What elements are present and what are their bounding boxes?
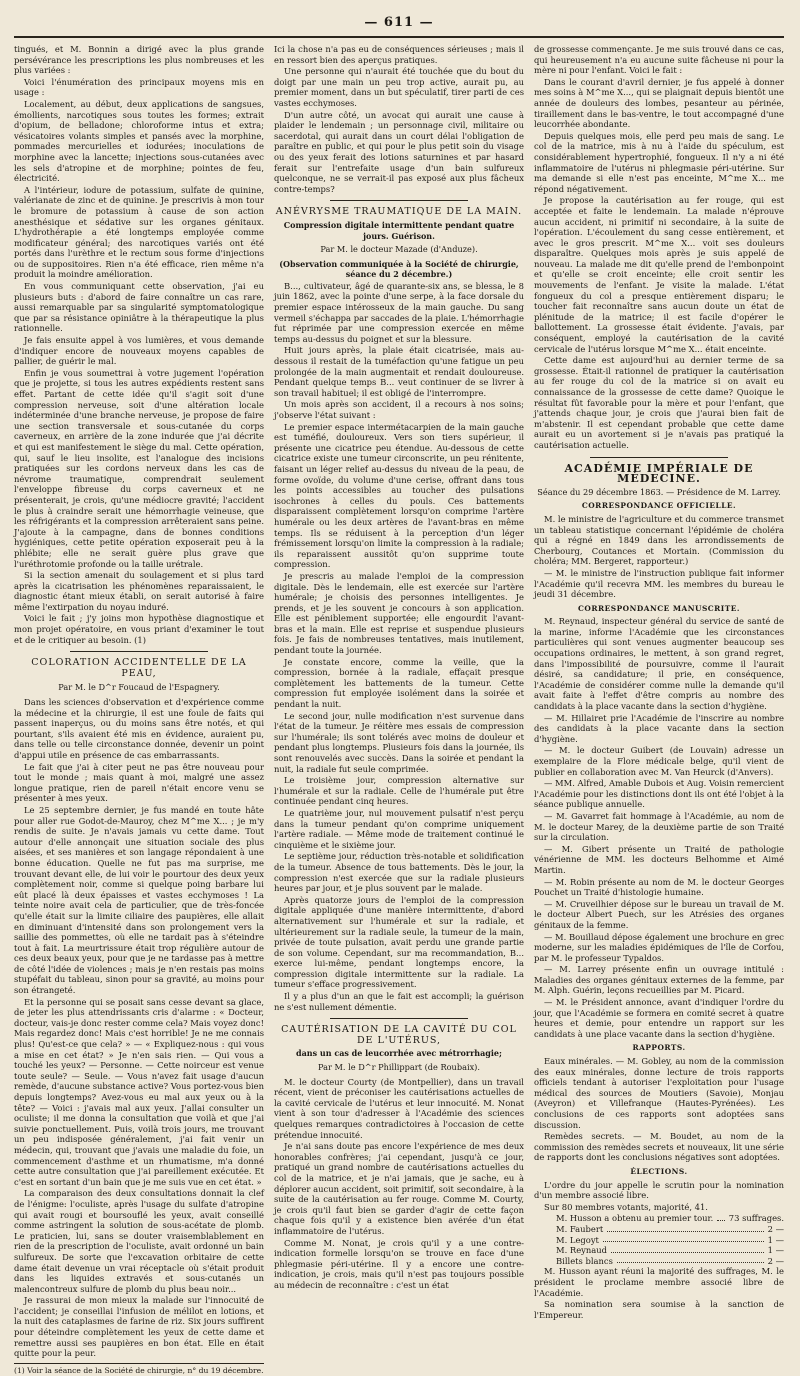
vote-row [534, 1245, 784, 1256]
paragraph: Le 25 septembre dernier, je fus mandé en toute hâte pour aller rue Godot-de-Mauroy, chez M^me X... ; je m'y rendis de suite. Je n'avais jamais vu cette dame. Tout autour d'elle annonçait une situation sociale des plus aisées, et ses manières et son langage répondaient à une bonne éducation. Quelle ne fut pas ma surprise, me trouvant devant elle, de lui voir le pourtour des deux yeux complètement noir, comme si quelque poing barbare lui eût placé là deux épaisses et vastes ecchymoses ! La teinte noire avait cela de particulier, que de très-foncée qu'elle était sur la limite ciliaire des paupières, elle allait en diminuant d'intensité dans son prolongement vers la saillie des pommettes, où elle ne tardait pas à s'éteindre tout à fait. La meurtrissure était trop régulière autour de ces deux beaux yeux, pour que je ne tardasse pas à mettre de côté l'idée de violences ; mais je n'en restais pas moins stupéfait du tableau, sinon pour sa gravité, au moins pour son étrangeté. [14, 804, 264, 996]
article-title: CAUTÉRISATION DE LA CAVITÉ DU COL DE L'UTÉRUS, [281, 1024, 517, 1046]
column-3 [534, 44, 784, 1320]
paragraph: — M. Bouillaud dépose également une brochure en grec moderne, sur les maladies épidémiques de l'île de Corfou, par M. le professeur Typaldos. [534, 931, 784, 963]
paragraph: Je fais ensuite appel à vos lumières, et vous demande d'indiquer encore de nouveaux moyens capables de pallier, de guérir le mal. [14, 335, 264, 367]
paragraph: Après quatorze jours de l'emploi de la compression digitale appliquée d'une manière intermittente, d'abord alternativement sur l'humérale et sur la radiale, et ultérieurement sur la radiale seule, la tumeur de la main, privée de toute pulsation, avait perdu une grande partie de son volume. Cependant, sur ma recommandation, B... exerce lui-même, pendant longtemps encore, la compression digitale intermittente sur la radiale. La tumeur s'efface progressivement. [274, 894, 524, 990]
paragraph: Je n'ai sans doute pas encore l'expérience de mes deux honorables confrères; j'ai cependant, jusqu'à ce jour, pratiqué un grand nombre de cautérisations actuelles du col de la matrice, et je n'ai jamais, que je sache, eu à déplorer aucun accident, soit primitif, soit secondaire, à la suite de la cautérisation au fer rouge. Comme M. Courty, je crois qu'il faut bien se garder d'agir de cette façon chaque fois qu'il y a existence bien avérée d'un état inflammatoire de l'utérus. [274, 1141, 524, 1236]
vote-row [534, 1224, 784, 1235]
paragraph: Le septième jour, réduction très-notable et solidification de la tumeur. Absence de tous battements. Dès le jour, la compression n'est exercée que sur la radiale plusieurs heures par jour, et je plus souvent par le malade. [274, 851, 524, 894]
section-heading-manuscript: CORRESPONDANCE MANUSCRITE. [578, 603, 740, 613]
paragraph: Voici le fait ; j'y joins mon hypothèse diagnostique et mon projet opératoire, en vous priant d'examiner le tout et de le critiquer au besoin. (1) [14, 613, 264, 645]
vote-count: 1 — [767, 1245, 784, 1256]
leader-dots [717, 1213, 724, 1221]
paragraph: Il y a plus d'un an que le fait est accompli; la guérison ne s'est nullement démentie. [274, 991, 524, 1012]
paragraph: Je prescris au malade l'emploi de la compression digitale. Dès le lendemain, elle est exercée sur l'artère humérale; je choisis des personnes intelligentes. Je prends, et je les souvent je concours à son application. Elle est péniblement supportée; elle engourdit l'avant-bras et la main. Elle est reprise et suspendue plusieurs fois. Je fais de nombreuses tentatives, mais inutilement, pendant toute la journée. [274, 570, 524, 656]
vote-count: 2 — [767, 1255, 784, 1266]
leader-dots [611, 1245, 764, 1253]
paragraph: Comme M. Nonat, je crois qu'il y a une contre-indication formelle lorsqu'on se trouve en face d'une phlegmasie péri-utérine. Il y a encore une contre-indication, je crois, mais qu'il n'est pas toujours possible au médecin de reconnaître : c'est un état [274, 1237, 524, 1290]
paragraph: Si la section amenait du soulagement et si plus tard après la cicatrisation les phénomènes reparaissaient, le diagnostic étant mieux établi, on serait autorisé à faire même l'extirpation du noyau induré. [14, 570, 264, 612]
vote-name: M. Legoyt [556, 1234, 599, 1245]
paragraph: Huit jours après, la plaie était cicatrisée, mais au-dessous il restait de la tuméfaction qu'une fatigue un peu prolongée de la main augmentait et rendait douloureuse. Pendant quelque temps B... veut continuer de se livrer à son travail habituel; il est obligé de l'interrompre. [274, 345, 524, 398]
paragraph: Localement, au début, deux applications de sangsues, émollients, narcotiques sous toutes les formes; extrait d'opium, de belladone; chloroforme intus et extra; vésicatoires volants simples et pansés avec la morphine, pommades mercurielles et iodurées; inoculations de morphine avec la lancette; injections sous-cutanées avec les sels d'atropine et de morphine; pointes de feu, électricité. [14, 98, 264, 184]
paragraph: — M. le Président annonce, avant d'indiquer l'ordre du jour, que l'Académie se formera en comité secret à quatre heures et demie, pour entendre un rapport sur les candidats à une place vacante dans la section d'hygiène. [534, 997, 784, 1039]
section-heading-elections: ÉLECTIONS. [630, 1166, 688, 1176]
vote-count: 73 suffrages. [728, 1213, 784, 1224]
paragraph: Cette dame est aujourd'hui au dernier terme de sa grossesse. Était-il rationnel de pratiquer la cautérisation au fer rouge du col de la matrice si on avait eu connaissance de la grossesse de cette dame? Quoique le résultat fût favorable pour la mère et pour l'enfant, que j'attends chaque jour, je crois que j'aurai bien fait de m'abstenir. Il est cependant probable que cette dame aurait eu un avortement si je n'avais pas pratiqué la cautérisation actuelle. [534, 355, 784, 450]
paragraph: — M. le ministre de l'instruction publique fait informer l'Académie qu'il recevra MM. les membres du bureau le jeudi 31 décembre. [534, 567, 784, 600]
article-title: COLORATION ACCIDENTELLE DE LA PEAU, [31, 657, 247, 679]
paragraph: En vous communiquant cette observation, j'ai eu plusieurs buts : d'abord de faire connaître un cas rare, aussi remarquable par sa singularité symptomatologique que par sa résistance opiniâtre à la thérapeutique la plus rationnelle. [14, 281, 264, 334]
paragraph: — M. Gavarret fait hommage à l'Académie, au nom de M. le docteur Marey, de la deuxième partie de son Traité sur la circulation. [534, 810, 784, 843]
paragraph: — M. Cruveilhier dépose sur le bureau un travail de M. le docteur Albert Puech, sur les Atrésies des organes génitaux de la femme. [534, 898, 784, 930]
article-title: ANÉVRYSME TRAUMATIQUE DE LA MAIN. [275, 206, 523, 218]
paragraph: de grossesse commençante. Je me suis trouvé dans ce cas, qui heureusement n'a eu aucune suite fâcheuse ni pour la mère ni pour l'enfant. Voici le fait : [534, 44, 784, 76]
paragraph: Ici la chose n'a pas eu de conséquences sérieuses ; mais il en ressort bien des aperçus pratiques. [274, 44, 524, 65]
paragraph: Remèdes secrets. — M. Boudet, au nom de la commission des remèdes secrets et nouveaux, lit une série de rapports dont les conclusions négatives sont adoptées. [534, 1131, 784, 1163]
paragraph: — M. le docteur Guibert (de Louvain) adresse un exemplaire de la Flore médicale belge, qu'il vient de publier en collaboration avec M. Van Heurck (d'Anvers). [534, 745, 784, 777]
leader-dots [607, 1224, 763, 1232]
section-heading-reports: RAPPORTS. [632, 1043, 686, 1053]
paragraph: L'ordre du jour appelle le scrutin pour la nomination d'un membre associé libre. [534, 1179, 784, 1201]
paragraph: Le second jour, nulle modification n'est survenue dans l'état de la tumeur. Je réitère mes essais de compression sur l'humérale; ils sont tolérés avec moins de douleur et pendant plus longtemps. Plusieurs fois dans la journée, ils sont renouvelés avec succès. Dans la soirée et pendant la nuit, la radiale fut seule comprimée. [274, 710, 524, 774]
article-author: Par M. le D^r Foucaud de l'Espagnery. [58, 682, 220, 693]
article-author: Par M. le docteur Mazade (d'Anduze). [320, 244, 478, 255]
header-rule [14, 36, 784, 38]
article-note: (Observation communiquée à la Société de chirurgie, séance du 2 décembre.) [279, 258, 519, 280]
leader-dots [617, 1256, 764, 1264]
footnote: (1) Voir la séance de la Société de chirurgie, n° du 19 décembre. [14, 1363, 264, 1376]
paragraph: Une personne qui n'aurait été touchée que du bout du doigt par une main un peu trop active, aurait pu, au premier moment, dans un but spéculatif, tirer parti de ces vastes ecchymoses. [274, 66, 524, 108]
column-2 [274, 44, 524, 1290]
paragraph: Je propose la cautérisation au fer rouge, qui est acceptée et faite le lendemain. La malade n'éprouve aucun accident, ni primitif ni secondaire, à la suite de l'opération. L'écoulement du sang cesse entièrement, et avec le gros prescrit. M^me X... voit ses douleurs disparaître. Quelques mois après je suis appelé de nouveau. La malade me dit qu'elle prend de l'embonpoint et qu'elle se croit enceinte; elle croit sentir les mouvements de l'enfant. Je visite la malade. L'état fongueux du col a presque entièrement disparu; le toucher fait reconnaître sans aucun doute un état de plénitude de la matrice; il est facile d'opérer le ballottement. La grossesse était évidente. J'avais, par conséquent, employé la cautérisation de la cavité cervicale de l'utérus lorsque M^me X... était enceinte. [534, 195, 784, 354]
academy-seance: Séance du 29 décembre 1863. — Présidence de M. Larrey. [537, 486, 781, 497]
columns [14, 44, 784, 1375]
column-1 [14, 44, 264, 1375]
col1-text-top [14, 44, 264, 645]
col2-article1-body [274, 281, 524, 1012]
col3-text-top [534, 44, 784, 451]
section-divider [590, 457, 728, 458]
section-divider [330, 1018, 468, 1019]
paragraph: Le quatrième jour, nul mouvement pulsatif n'est perçu dans la tumeur pendant qu'on comprime uniquement l'artère radiale. — Même mode de traitement continué le cinquième et le sixième jour. [274, 807, 524, 850]
paragraph: D'un autre côté, un avocat qui aurait une cause à plaider le lendemain ; un personnage civil, militaire ou sacerdotal, qui aurait dans un court délai l'obligation de paraître en public, et qui pour le plus petit soin du visage ou des yeux ferait des lotions saturnines et par hasard ferait sur l'entrefaite usage d'un bain sulfureux quelconque, ne se verrait-il pas exposé aux plus fâcheux contre-temps? [274, 109, 524, 194]
col1-text-bottom [14, 697, 264, 1359]
paragraph: Le premier espace intermétacarpien de la main gauche est tuméfié, douloureux. Vers son tiers supérieur, il présente une cicatrice peu étendue. Au-dessous de cette cicatrice existe une tumeur circonscrite, un peu rénitente, faisant un léger relief au-dessus du niveau de la peau, de forme ovoïde, du volume d'une cerise, offrant dans tous les points accessibles au toucher des pulsations isochrones à celles du pouls. Ces battements disparaissent complètement lorsqu'on comprime l'artère humérale ou les deux artères de l'avant-bras en même temps. Ils se réduisent à la perception d'un léger frémissement lorsqu'on limite la compression à la radiale; ils reparaissent aussitôt qu'on supprime toute compression. [274, 421, 524, 570]
paragraph: Voici l'énumération des principaux moyens mis en usage : [14, 76, 264, 98]
paragraph: Un mois après son accident, il a recours à nos soins; j'observe l'état suivant : [274, 399, 524, 420]
section-heading-official: CORRESPONDANCE OFFICIELLE. [581, 501, 737, 511]
paragraph: Depuis quelques mois, elle perd peu mais de sang. Le col de la matrice, mis à nu à l'aide du spéculum, est considérablement hypertrophié, fongueux. Il n'y a ni été inflammatoire de l'utérus ni phlegmasie péri-utérine. Sur ma demande si elle n'est pas enceinte, M^me X... me répond négativement. [534, 130, 784, 194]
col2-article2-body [274, 1077, 524, 1291]
paragraph: Je constate encore, comme la veille, que la compression, bornée à la radiale, effaçait presque complètement les battements de la tumeur. Cette compression fut employée isolément dans la soirée et pendant la nuit. [274, 656, 524, 710]
paragraph: — M. Robin présente au nom de M. le docteur Georges Pouchet un Traité d'histologie humaine. [534, 876, 784, 898]
leader-dots [603, 1235, 764, 1243]
section-divider [70, 651, 208, 652]
paragraph: Sur 80 membres votants, majorité, 41. [544, 1201, 708, 1212]
paragraph: tingués, et M. Bonnin a dirigé avec la plus grande persévérance les prescriptions les plus nombreuses et les plus variées : [14, 44, 264, 76]
article-author: Par M. le D^r Phillippart (de Roubaix). [318, 1062, 480, 1073]
page-number: — 611 — [364, 15, 434, 30]
paragraph: Et la personne qui se posait sans cesse devant sa glace, de jeter les plus attendrissants cris d'alarme : « Docteur, docteur, vais-je donc rester comme cela? Mais voyez donc! Mais regardez donc! Mais c'est horrible! Je ne me connais plus! Qu'est-ce que cela? » — « Expliquez-nous : qui vous a mise en cet état? » Je n'en sais rien. — Qui vous a touché les yeux? — Personne. — Cette noirceur est venue toute seule? — Seule. — Vous n'avez fait usage d'aucun remède, d'aucune substance active? Vous portez-vous bien depuis longtemps? Avez-vous eu mal aux yeux ou à la tête? — Voici : j'avais mal aux yeux. J'allai consulter un oculiste; il me donna la consultation que voilà et que j'ai suivie ponctuellement. Puis, voilà trois jours, me trouvant un peu indisposée généralement, j'ai fait venir un médecin, qui, trouvant que j'avais une maladie du foie, un commencement d'asthme et un rhumatisme, m'a donné cette autre consultation que j'ai pareillement exécutée. Et c'est en sortant d'un bain que je me suis vue en cet état. » [14, 996, 264, 1187]
paragraph: M. Reynaud, inspecteur général du service de santé de la marine, informe l'Académie que les circonstances particulières qui sont venues augmenter beaucoup ses occupations ordinaires, le mettent, à son grand regret, dans l'impossibilité de poursuivre, comme il l'aurait désiré, sa candidature; il prie, en conséquence, l'Académie de considérer comme nulle la demande qu'il avait faite à l'effet d'être compris au nombre des candidats à la place vacante dans la section d'hygiène. [534, 616, 784, 712]
paragraph: Je rassurai de mon mieux la malade sur l'innocuité de l'accident; je conseillai l'infusion de mélilot en lotions, et la nuit des cataplasmes de farine de riz. Six jours suffirent pour déteindre complètement les yeux de cette dame et remettre aussi ses paupières en bon état. Elle en était quitte pour la peur. [14, 1295, 264, 1359]
paragraph: — M. Hillairet prie l'Académie de l'inscrire au nombre des candidats à la place vacante dans la section d'hygiène. [534, 712, 784, 744]
vote-row [534, 1256, 784, 1267]
academy-title: ACADÉMIE IMPÉRIALE DE MÉDECINE. [564, 461, 754, 486]
paragraph: La comparaison des deux consultations donnait la clef de l'énigme: l'oculiste, après l'usage du sulfate d'atropine qui avait rougi et boursouflé les yeux, avait conseillé comme astringent la solution de sous-acétate de plomb. Le praticien, lui, sans se douter vraisemblablement en rien de la prescription de l'oculiste, avait ordonné un bain sulfureux. De sorte que l'excavation orbitaire de cette dame était devenue un vrai réceptacle où s'était produit dans les liquides extravés et sous-cutanés un malencontreux sulfure de plomb du plus beau noir... [14, 1188, 264, 1294]
vote-table [534, 1213, 784, 1266]
paragraph: M. le docteur Courty (de Montpellier), dans un travail récent, vient de préconiser les cautérisations actuelles de la cavité cervicale de l'utérus et leur innocuité. M. Nonat vient à son tour d'adresser à l'Académie des sciences quelques remarques contradictoires à l'occasion de cette prétendue innocuité. [274, 1076, 524, 1140]
vote-count: 2 — [767, 1223, 784, 1234]
paragraph: A l'intérieur, iodure de potassium, sulfate de quinine, valérianate de zinc et de quinine. Je prescrivis à mon tour le bromure de potassium à cause de son action anesthésique et sédative sur les organes génitaux. L'hydrothérapie a été longtemps employée comme modificateur général; des narcotiques variés ont été portés dans l'urèthre et le rectum sous forme d'injections ou de suppositoires. Rien n'a été efficace, rien même n'a produit la moindre amélioration. [14, 184, 264, 280]
paragraph: — M. Larrey présente enfin un ouvrage intitulé : Maladies des organes génitaux externes de la femme, par M. Alph. Guérin, leçons recueillies par M. Picard. [534, 964, 784, 996]
paragraph: Le troisième jour, compression alternative sur l'humérale et sur la radiale. Celle de l'humérale put être continuée pendant cinq heures. [274, 775, 524, 807]
vote-name: Billets blancs [556, 1255, 613, 1266]
paragraph: Le fait que j'ai à citer peut ne pas être nouveau pour tout le monde ; mais quant à moi, malgré une assez longue pratique, rien de pareil n'était encore venu se présenter à mes yeux. [14, 761, 264, 804]
paragraph: Enfin je vous soumettrai à votre jugement l'opération que je projette, si tous les autres expédients restent sans effet. Partant de cette idée qu'il s'agit soit d'une compression nerveuse, soit d'une altération locale indéterminée d'une branche nerveuse, je propose de faire une section transversale et sous-cutanée du corps caverneux, en arrière de la zone indurée que j'ai décrite et qui est manifestement le siège du mal. Cette opération, qui, sauf le lieu insolite, est l'analogue des incisions pratiquées sur les cordons nerveux dans les cas de névrome traumatique, comprendrait seulement l'enveloppe fibreuse du corps caverneux et ne présenterait, je crois, qu'une médiocre gravité; l'accident le plus à craindre serait une hémorrhagie veineuse, que les réfrigérants et la compression arrêteraient sans peine. J'ajoute à la campagne, dans de bonnes conditions hygiéniques, cette petite opération exposerait peu à la phlébite; elle ne serait guère plus grave que l'uréthrotomie profonde ou la taille urétrale. [14, 367, 264, 569]
paragraph: M. Husson ayant réuni la majorité des suffrages, M. le président le proclame membre associé libre de l'Académie. [534, 1266, 784, 1298]
paragraph: Dans les sciences d'observation et d'expérience comme la médecine et la chirurgie, il est une foule de faits qui passent inaperçus, ou du moins sans être notés, et qui pourtant, s'ils avaient été mis en évidence, auraient pu, dans telle ou telle circonstance donnée, devenir un point d'appui utile en présence de cas embarrassants. [14, 697, 264, 760]
paragraph: Sa nomination sera soumise à la sanction de l'Empereur. [534, 1299, 784, 1320]
vote-count: 1 — [767, 1234, 784, 1245]
article-subtitle: dans un cas de leucorrhée avec métrorrhagie; [296, 1048, 502, 1059]
vote-name: M. Faubert [556, 1223, 604, 1234]
paragraph: Eaux minérales. — M. Gobley, au nom de la commission des eaux minérales, donne lecture de trois rapports officiels tendant à autoriser l'exploitation pour l'usage médical des sources de Moutiers (Savoie), Monjau (Aveyron) et Villefranque (Hautes-Pyrénées). Les conclusions de ces rapports sont adoptées sans discussion. [534, 1056, 784, 1130]
col2-text-top [274, 44, 524, 194]
vote-name: M. Husson a obtenu au premier tour. [556, 1213, 714, 1224]
paragraph: Dans le courant d'avril dernier, je fus appelé à donner mes soins à M^me X..., qui se plaignait depuis bientôt une année de douleurs des lombes, pesanteur au périnée, tiraillement dans le bas-ventre, le tout accompagné d'une leucorrhée abondante. [534, 76, 784, 130]
vote-row [534, 1235, 784, 1246]
paragraph: — MM. Alfred, Amable Dubois et Aug. Voisin remercient l'Académie pour les distinctions dont ils ont été l'objet à la séance publique annuelle. [534, 778, 784, 810]
article-subtitle: Compression digitale intermittente pendant quatre jours. Guérison. [283, 219, 515, 241]
vote-name: M. Reynaud [556, 1245, 608, 1256]
paragraph: B..., cultivateur, âgé de quarante-six ans, se blessa, le 8 juin 1862, avec la pointe d'une serpe, à la face dorsale du premier espace intérosseux de la main gauche. Du sang vermeil s'échappa par saccades de la plaie. L'hémorrhagie fut réprimée par une compression exercée en même temps au-dessus du poignet et sur la blessure. [274, 280, 524, 344]
section-divider [330, 200, 468, 201]
vote-row [534, 1213, 784, 1224]
paragraph: — M. Gibert présente un Traité de pathologie vénérienne de MM. les docteurs Belhomme et Aimé Martin. [534, 843, 784, 875]
paragraph: M. le ministre de l'agriculture et du commerce transmet un tableau statistique concernant l'épidémie de choléra qui a régné en 1849 dans les arrondissements de Cherbourg, Coutances et Mortain. (Commission du choléra; MM. Bergeret, rapporteur.) [534, 513, 784, 567]
